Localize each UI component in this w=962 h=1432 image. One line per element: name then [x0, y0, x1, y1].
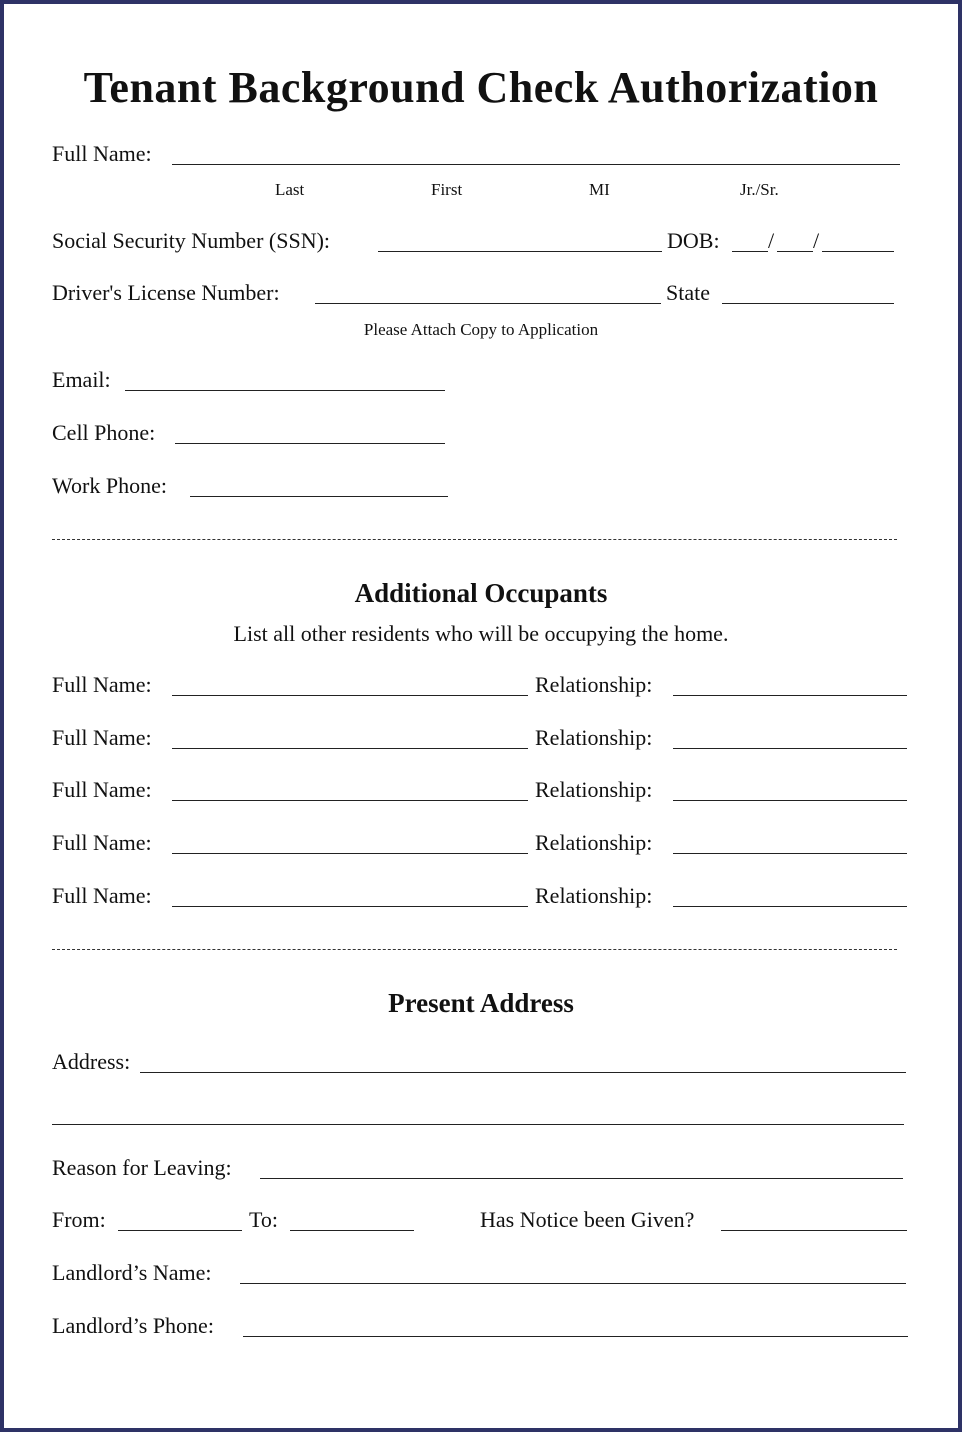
occupant-relationship-field[interactable]	[673, 748, 907, 749]
notice-given-field[interactable]	[721, 1230, 907, 1231]
occupant-name-label: Full Name:	[52, 777, 152, 802]
attach-note: Please Attach Copy to Application	[363, 320, 599, 339]
dob-separator: /	[768, 228, 775, 253]
name-part-last: Last	[275, 180, 305, 199]
occupant-relationship-field[interactable]	[673, 695, 907, 696]
from-label: From:	[52, 1207, 106, 1232]
ssn-field[interactable]	[378, 251, 662, 252]
cell-phone-field[interactable]	[175, 443, 445, 444]
occupant-name-label: Full Name:	[52, 672, 152, 697]
occupant-relationship-label: Relationship:	[535, 725, 653, 750]
address-field[interactable]	[140, 1072, 906, 1073]
occupant-relationship-field[interactable]	[673, 800, 907, 801]
cell-phone-label: Cell Phone:	[52, 420, 156, 445]
occupants-instruction: List all other residents who will be occupying the home.	[233, 621, 729, 646]
landlord-name-field[interactable]	[240, 1283, 906, 1284]
occupants-heading: Additional Occupants	[354, 578, 608, 608]
name-part-mi: MI	[589, 180, 610, 199]
dob-day-field[interactable]	[777, 251, 813, 252]
email-field[interactable]	[125, 390, 445, 391]
to-label: To:	[249, 1207, 279, 1232]
section-divider	[52, 949, 897, 950]
notice-given-label: Has Notice been Given?	[480, 1207, 695, 1232]
name-part-first: First	[431, 180, 463, 199]
occupant-relationship-label: Relationship:	[535, 830, 653, 855]
to-field[interactable]	[290, 1230, 414, 1231]
reason-for-leaving-label: Reason for Leaving:	[52, 1155, 232, 1180]
full-name-field[interactable]	[172, 164, 900, 165]
from-field[interactable]	[118, 1230, 242, 1231]
occupant-name-field[interactable]	[172, 853, 528, 854]
license-label: Driver's License Number:	[52, 280, 280, 305]
occupant-relationship-field[interactable]	[673, 853, 907, 854]
occupant-name-field[interactable]	[172, 695, 528, 696]
occupant-name-label: Full Name:	[52, 883, 152, 908]
dob-label: DOB:	[667, 228, 720, 253]
dob-separator: /	[813, 228, 820, 253]
occupant-relationship-label: Relationship:	[535, 672, 653, 697]
occupant-name-label: Full Name:	[52, 830, 152, 855]
license-field[interactable]	[315, 303, 661, 304]
state-label: State	[666, 280, 710, 305]
state-field[interactable]	[722, 303, 894, 304]
full-name-label: Full Name:	[52, 141, 152, 166]
address-label: Address:	[52, 1049, 131, 1074]
dob-year-field[interactable]	[822, 251, 894, 252]
occupant-name-field[interactable]	[172, 748, 528, 749]
ssn-label: Social Security Number (SSN):	[52, 228, 331, 253]
work-phone-field[interactable]	[190, 496, 448, 497]
occupant-relationship-label: Relationship:	[535, 777, 653, 802]
section-divider	[52, 539, 897, 540]
form-title: Tenant Background Check Authorization	[83, 63, 879, 112]
occupant-name-label: Full Name:	[52, 725, 152, 750]
landlord-phone-field[interactable]	[243, 1336, 908, 1337]
work-phone-label: Work Phone:	[52, 473, 167, 498]
address-line-2-field[interactable]	[52, 1124, 904, 1125]
occupant-relationship-field[interactable]	[673, 906, 907, 907]
address-heading: Present Address	[388, 988, 574, 1018]
landlord-phone-label: Landlord’s Phone:	[52, 1313, 214, 1338]
email-label: Email:	[52, 367, 111, 392]
name-part-suffix: Jr./Sr.	[740, 180, 779, 199]
occupant-name-field[interactable]	[172, 800, 528, 801]
occupant-relationship-label: Relationship:	[535, 883, 653, 908]
occupant-name-field[interactable]	[172, 906, 528, 907]
landlord-name-label: Landlord’s Name:	[52, 1260, 212, 1285]
dob-month-field[interactable]	[732, 251, 768, 252]
reason-for-leaving-field[interactable]	[260, 1178, 903, 1179]
